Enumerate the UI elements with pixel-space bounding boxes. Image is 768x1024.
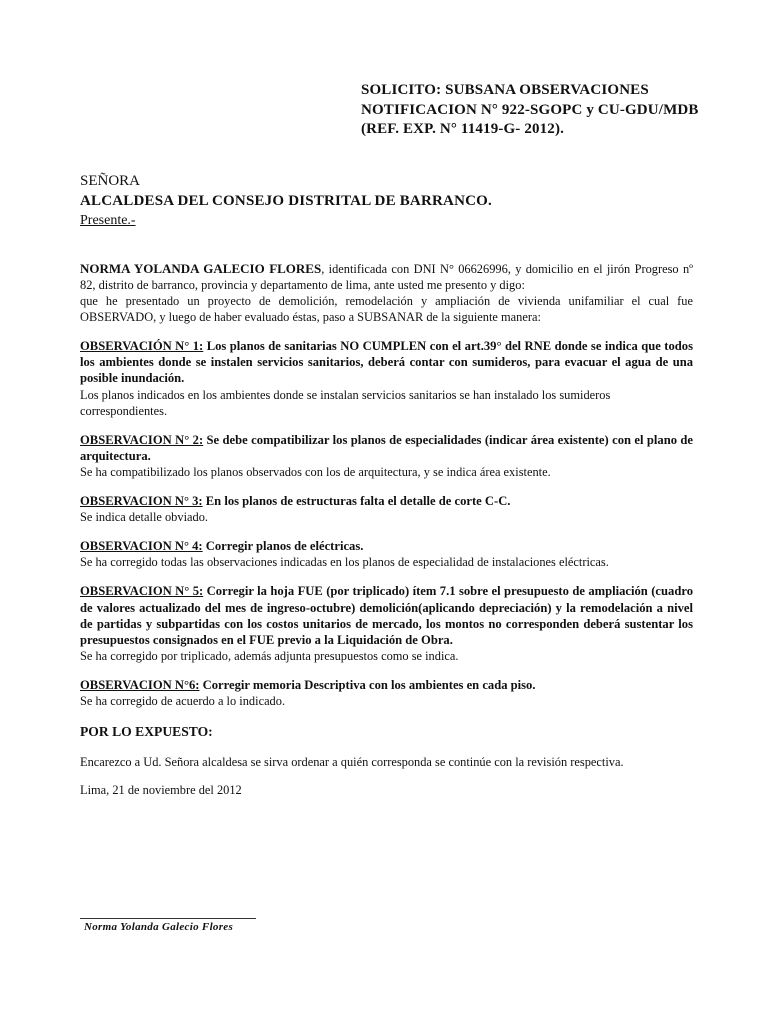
observation-2 — [80, 432, 693, 480]
closing-request: Encarezco a Ud. Señora alcaldesa se sirva ordenar a quién corresponda se continúe con la revisión respectiva. — [80, 755, 624, 770]
addressee-title: ALCALDESA DEL CONSEJO DISTRITAL DE BARRANCO. — [80, 193, 492, 209]
intro-paragraph — [80, 261, 693, 325]
observation-question: Corregir memoria Descriptiva con los ambientes en cada piso. — [199, 678, 536, 693]
salutation: SEÑORA — [80, 173, 141, 189]
notification-number: NOTIFICACION N° 922-SGOPC y CU-GDU/MDB — [361, 101, 699, 118]
observation-label: OBSERVACION N° 4: — [80, 539, 203, 554]
letter-body — [80, 261, 693, 798]
observation-label: OBSERVACION N° 5: — [80, 584, 204, 599]
letter-date: Lima, 21 de noviembre del 2012 — [80, 783, 242, 798]
request-subject: SOLICITO: SUBSANA OBSERVACIONES — [361, 82, 649, 98]
presente: Presente.- — [80, 213, 136, 228]
observation-answer: Se indica detalle obviado. — [80, 510, 208, 525]
intro-text-2: que he presentado un proyecto de demolición, remodelación y ampliación de vivienda unifamiliar el cual fue OBSERVADO, y luego de haber evaluado éstas, paso a SUBSANAR de la siguiente manera: — [80, 294, 693, 324]
observation-answer: Se ha corregido todas las observaciones indicadas en los planos de especialidad de instalaciones eléctricas. — [80, 555, 609, 570]
intro-text: , identificada con DNI N° 06626996, y domicilio en el jirón Progreso nº 82, distrito de barranco, provincia y departamento de lima, ante usted me presento y digo: — [80, 262, 693, 292]
observation-question: Corregir planos de eléctricas. — [202, 539, 364, 554]
observation-5 — [80, 583, 693, 664]
observation-label: OBSERVACION N°6: — [80, 678, 200, 693]
observation-6 — [80, 677, 693, 709]
observation-question: En los planos de estructuras falta el detalle de corte C-C. — [202, 494, 511, 509]
request-header — [361, 81, 699, 140]
observation-question: Corregir la hoja FUE (por triplicado) ítem 7.1 sobre el presupuesto de ampliación (cuadro de valores actualizado del mes de ingreso-octubre) demolición(aplicando depreciación) y la remodelación a nivel de partidas y subpartidas con los costos unitarios de mercado, los montos no corresponden deberá sustentar los presupuestos consignados en el FUE previo a la Liquidación de Obra. — [80, 584, 693, 648]
signature-line — [80, 918, 256, 919]
observation-3 — [80, 493, 693, 525]
observation-question: Se debe compatibilizar los planos de especialidades (indicar área existente) con el plano de arquitectura. — [80, 432, 693, 463]
observation-label: OBSERVACION N° 2: — [80, 432, 204, 447]
closing-heading: POR LO EXPUESTO: — [80, 724, 213, 740]
reference-expedient: (REF. EXP. N° 11419-G- 2012). — [361, 121, 564, 137]
signature-name: Norma Yolanda Galecio Flores — [84, 921, 234, 933]
observation-label: OBSERVACION N° 3: — [80, 494, 203, 509]
observation-question: Los planos de sanitarias NO CUMPLEN con el art.39° del RNE donde se indica que todos los ambientes donde se instalen servicios sanitarios, deberá contar con sumideros, para evacuar el agua de una posible inundación. — [80, 339, 694, 386]
observation-label: OBSERVACIÓN N° 1: — [80, 339, 204, 353]
observation-1 — [80, 338, 693, 419]
observation-answer: Se ha corregido por triplicado, además adjunta presupuestos como se indica. — [80, 649, 459, 664]
observation-answer: Se ha compatibilizado los planos observados con los de arquitectura, y se indica área existente. — [80, 465, 551, 480]
applicant-name: NORMA YOLANDA GALECIO FLORES — [80, 261, 322, 276]
observation-4 — [80, 538, 693, 570]
addressee-block — [80, 171, 492, 231]
observation-answer: Se ha corregido de acuerdo a lo indicado. — [80, 694, 286, 709]
observation-answer: Los planos indicados en los ambientes donde se instalan servicios sanitarios se han instalado los sumideros correspondientes. — [80, 387, 611, 418]
